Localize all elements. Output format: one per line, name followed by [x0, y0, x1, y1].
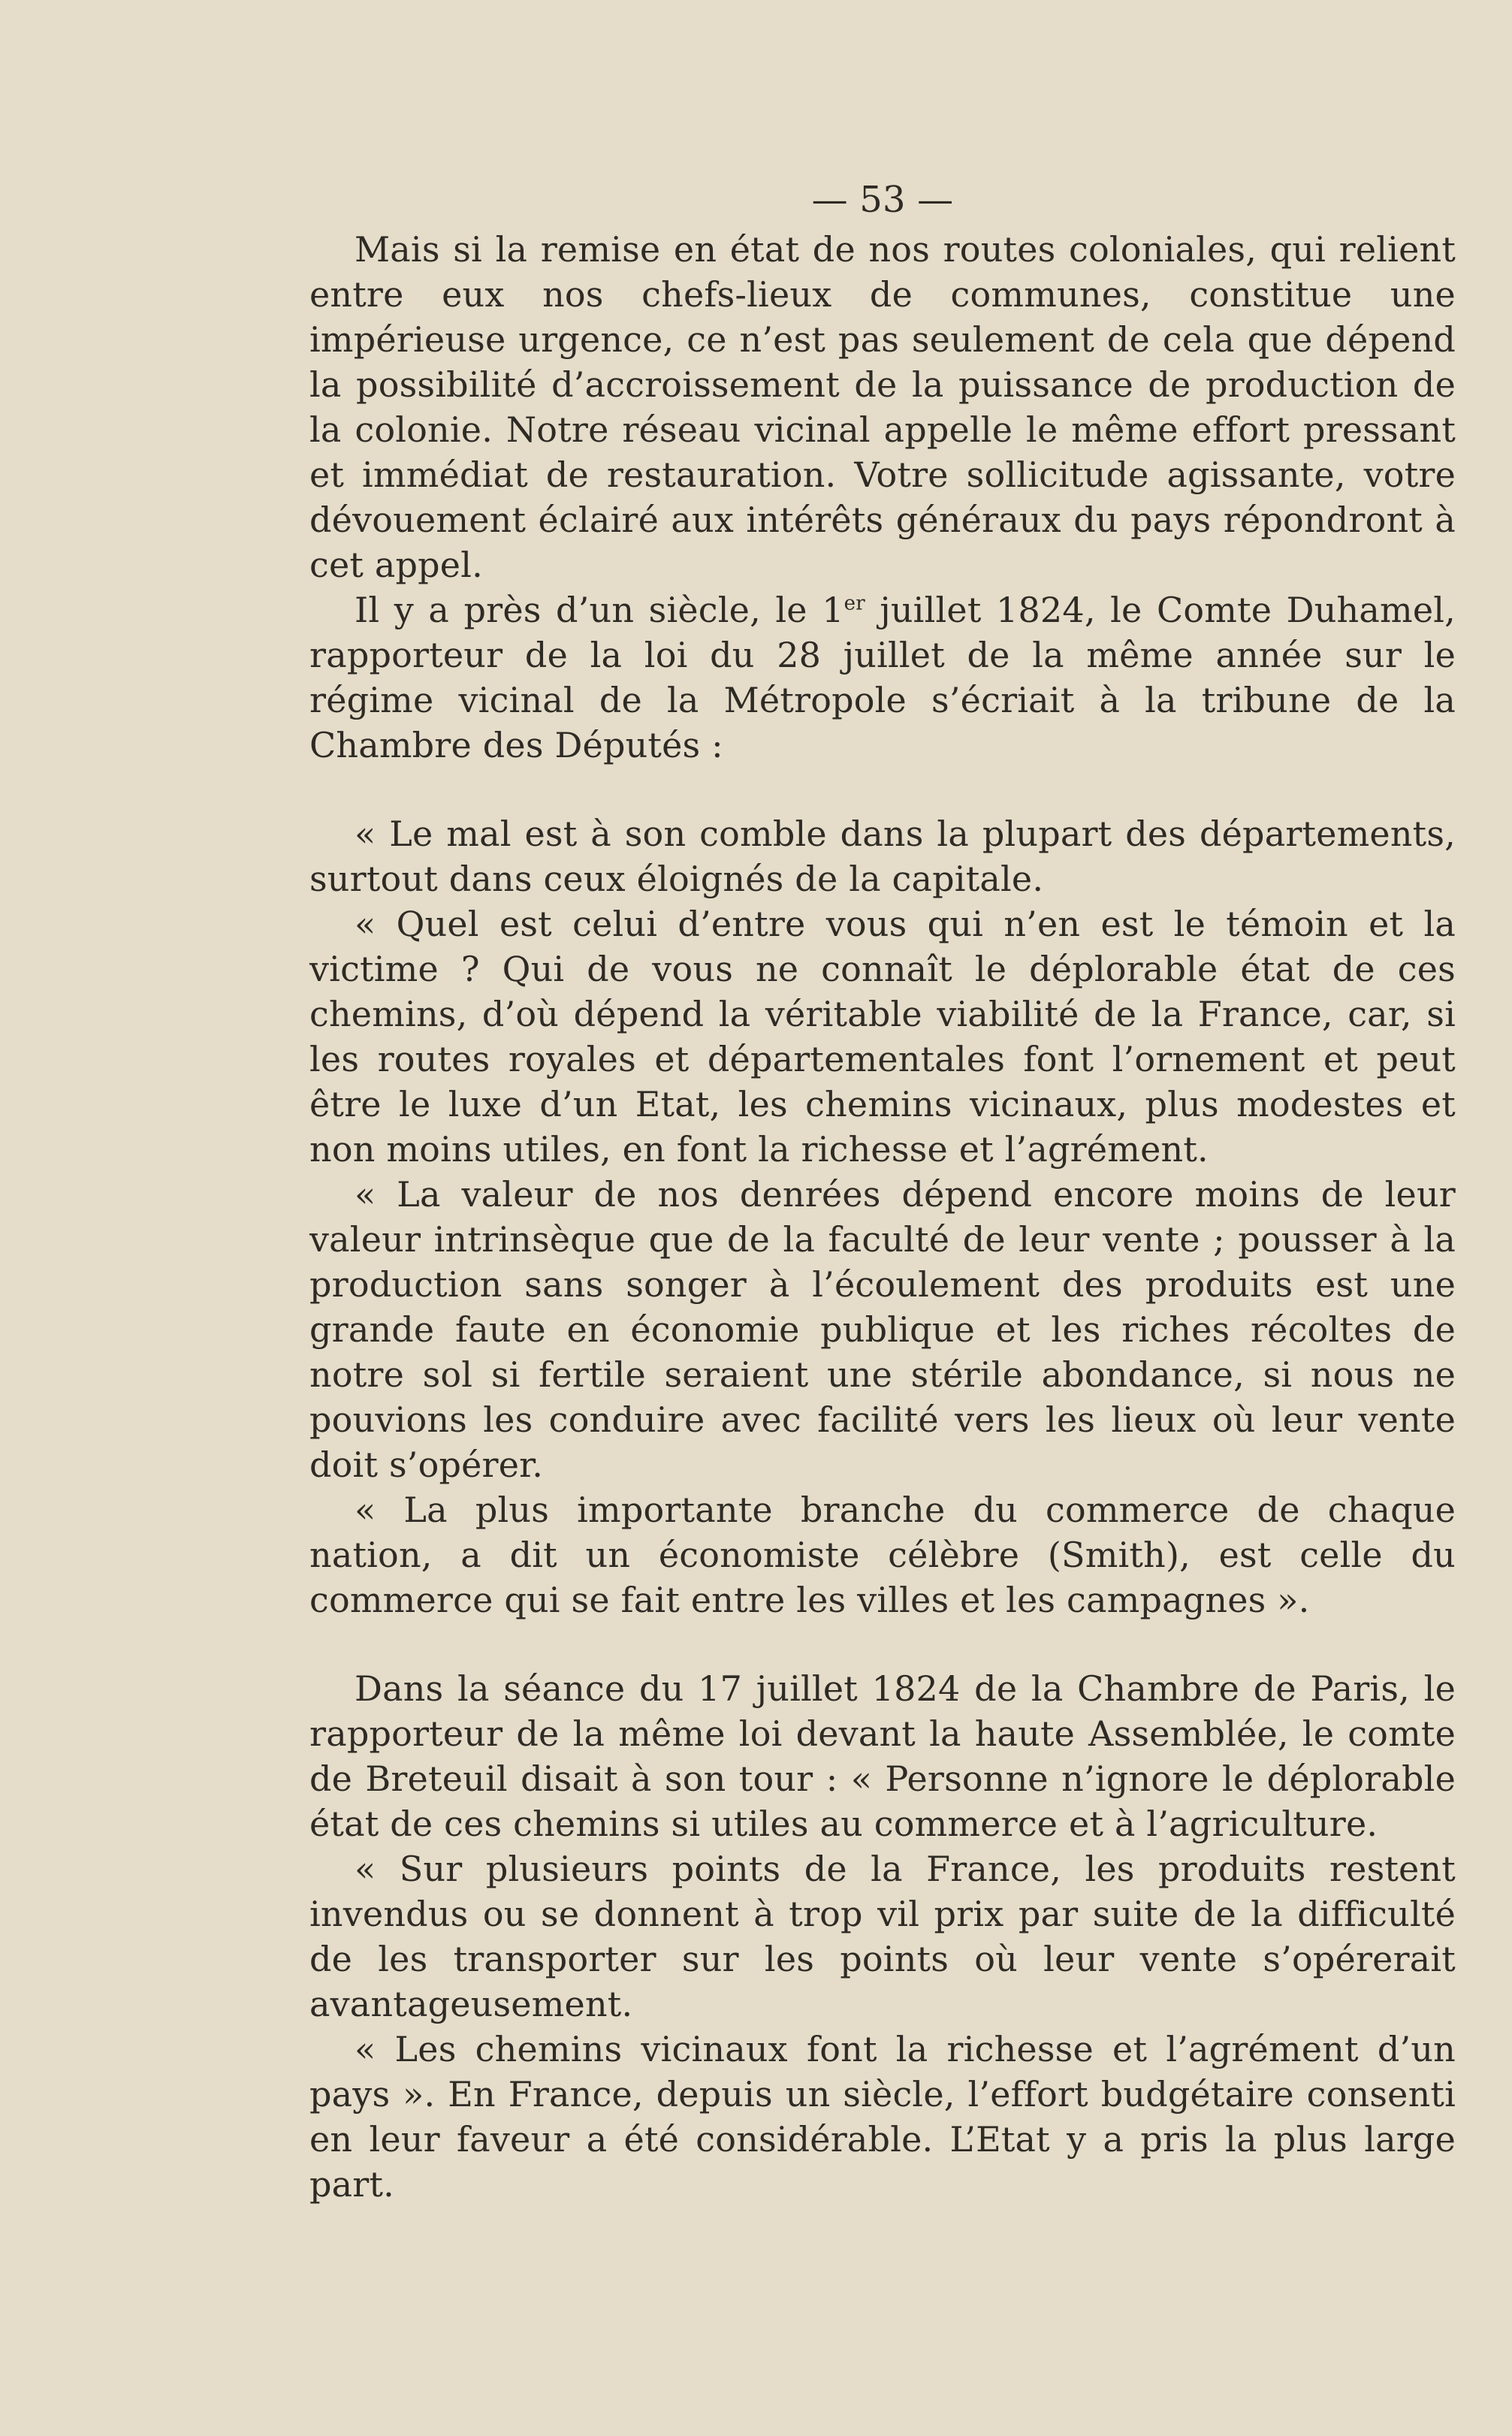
quote-valeur-denrees: « La valeur de nos denrées dépend encore moins de leur valeur intrinsèque que de la faculté de leur vente ; pousser à la production sans songer à l’écoulement des produits est une grande faute en économie publique et les riches récoltes de notre sol si fertile seraient une stérile abondance, si nous ne pouvions les conduire avec facilité vers les lieux où leur vente doit s’opérer.: [309, 1174, 1456, 1485]
quote-chemins-vicinaux: « Les chemins vicinaux font la richesse et l’agrément d’un pays ». En France, depuis un siècle, l’effort budgétaire consenti en leur faveur a été considérable. L’Etat y a pris la plus large part.: [309, 2029, 1456, 2205]
quote-plusieurs-points: « Sur plusieurs points de la France, les produits restent invendus ou se donnent à trop vil prix par suite de la difficulté de les transporter sur les points où leur vente s’opérerait avantageusement.: [309, 1849, 1456, 2024]
paragraph-gap: [309, 768, 1456, 811]
paragraph-text-end: juillet 1824, le Comte Duhamel, rapporteur de la loi du 28 juillet de la même année sur le régime vicinal de la Métropole s’écriait à la tribune de la Chambre des Députés :: [309, 590, 1456, 765]
ordinal-superscript: er: [844, 592, 865, 615]
page-number: — 53 —: [811, 179, 954, 221]
paragraph-gap: [309, 1622, 1456, 1666]
quote-quel-est-celui: « Quel est celui d’entre vous qui n’en est le témoin et la victime ? Qui de vous ne connaît le déplorable état de ces chemins, d’où dépend la véritable viabilité de la France, car, si les routes royales et départementales font l’ornement et peut être le luxe d’un Etat, les chemins vicinaux, plus modestes et non moins utiles, en font la richesse et l’agrément.: [309, 904, 1456, 1170]
text-block: [309, 177, 1456, 2207]
paragraph-text-start: Il y a près d’un siècle, le 1: [355, 590, 844, 630]
paragraph-routes-coloniales: Mais si la remise en état de nos routes coloniales, qui relient entre eux nos chefs-lieux de communes, constitue une impérieuse urgence, ce n’est pas seulement de cela que dépend la possibilité d’accroissement de la puissance de production de la colonie. Notre réseau vicinal appelle le même effort pressant et immédiat de restauration. Votre sollicitude agissante, votre dévouement éclairé aux intérêts généraux du pays répondront à cet appel.: [309, 229, 1456, 585]
paragraph-seance-breteuil: Dans la séance du 17 juillet 1824 de la Chambre de Paris, le rapporteur de la même loi devant la haute Assemblée, le comte de Breteuil disait à son tour : « Personne n’ignore le déplorable état de ces chemins si utiles au commerce et à l’agriculture.: [309, 1668, 1456, 1844]
quote-mal-comble: « Le mal est à son comble dans la plupart des départements, surtout dans ceux éloignés de la capitale.: [309, 814, 1456, 899]
quote-branche-commerce: « La plus importante branche du commerce de chaque nation, a dit un économiste célèbre (Smith), est celle du commerce qui se fait entre les villes et les campagnes ».: [309, 1490, 1456, 1620]
paragraph-comte-duhamel: [309, 587, 1456, 768]
